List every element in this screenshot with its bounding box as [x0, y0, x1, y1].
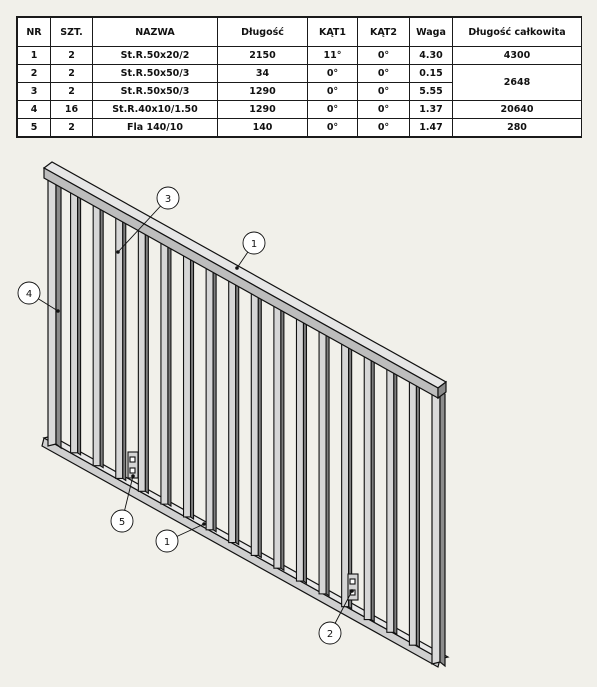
baluster	[296, 317, 306, 583]
callout-label: 1	[163, 537, 171, 548]
cell-nr: 3	[18, 83, 51, 101]
baluster	[251, 291, 261, 557]
callout-label: 5	[118, 517, 126, 528]
cell-waga: 5.55	[410, 83, 453, 101]
table-row	[18, 101, 582, 119]
cell-kat2: 0°	[358, 47, 410, 65]
top-rail	[44, 162, 446, 398]
cell-nr: 4	[18, 101, 51, 119]
baluster	[342, 343, 352, 609]
header-total-length: Długość całkowita	[453, 18, 582, 47]
callout-label: 1	[250, 239, 258, 250]
table-row	[18, 47, 582, 65]
cell-waga: 4.30	[410, 47, 453, 65]
cell-nazwa: Fla 140/10	[93, 119, 218, 137]
baluster	[184, 253, 194, 519]
cell-kat2: 0°	[358, 119, 410, 137]
cell-szt: 2	[51, 47, 93, 65]
baluster	[409, 381, 419, 647]
cell-kat1: 0°	[308, 65, 358, 83]
cell-kat1: 11°	[308, 47, 358, 65]
baluster	[206, 266, 216, 532]
cell-nazwa: St.R.40x10/1.50	[93, 101, 218, 119]
cell-dlugosc: 140	[218, 119, 308, 137]
header-kat2: KĄT2	[358, 18, 410, 47]
cell-szt: 16	[51, 101, 93, 119]
bom-header-row	[18, 18, 582, 47]
baluster	[93, 202, 103, 468]
cell-dlugosc: 2150	[218, 47, 308, 65]
baluster	[387, 368, 397, 634]
cell-szt: 2	[51, 119, 93, 137]
cell-nazwa: St.R.50x50/3	[93, 83, 218, 101]
header-szt: SZT.	[51, 18, 93, 47]
mounting-plate-left	[128, 452, 138, 478]
cell-dlugosc: 34	[218, 65, 308, 83]
cell-waga: 1.47	[410, 119, 453, 137]
cell-total: 20640	[453, 101, 582, 119]
baluster	[229, 279, 239, 545]
baluster	[274, 304, 284, 570]
callout-1-bottom	[156, 522, 206, 552]
cell-dlugosc: 1290	[218, 101, 308, 119]
table-row	[18, 65, 582, 83]
cell-nr: 5	[18, 119, 51, 137]
bill-of-materials-table	[16, 16, 582, 138]
cell-nr: 1	[18, 47, 51, 65]
cell-kat1: 0°	[308, 83, 358, 101]
cell-szt: 2	[51, 65, 93, 83]
cell-kat2: 0°	[358, 101, 410, 119]
baluster	[71, 189, 81, 455]
balusters	[71, 189, 420, 647]
baluster	[364, 356, 374, 622]
cell-total: 2648	[453, 65, 582, 101]
header-waga: Waga	[410, 18, 453, 47]
callout-label: 3	[164, 194, 172, 205]
baluster	[319, 330, 329, 596]
cell-kat2: 0°	[358, 65, 410, 83]
end-post-right	[432, 390, 445, 666]
cell-kat1: 0°	[308, 119, 358, 137]
cell-waga: 1.37	[410, 101, 453, 119]
header-kat1: KĄT1	[308, 18, 358, 47]
cell-kat1: 0°	[308, 101, 358, 119]
cell-total: 280	[453, 119, 582, 137]
cell-nazwa: St.R.50x50/3	[93, 65, 218, 83]
cell-total: 4300	[453, 47, 582, 65]
header-dlugosc: Długość	[218, 18, 308, 47]
cell-nazwa: St.R.50x20/2	[93, 47, 218, 65]
baluster	[116, 214, 126, 480]
cell-nr: 2	[18, 65, 51, 83]
callout-1-top	[235, 232, 265, 270]
header-nr: NR	[18, 18, 51, 47]
table-row	[18, 119, 582, 137]
baluster	[161, 240, 171, 506]
cell-szt: 2	[51, 83, 93, 101]
callout-label: 4	[25, 289, 33, 300]
header-nazwa: NAZWA	[93, 18, 218, 47]
cell-dlugosc: 1290	[218, 83, 308, 101]
cell-kat2: 0°	[358, 83, 410, 101]
railing-isometric-drawing	[0, 150, 597, 687]
cell-waga: 0.15	[410, 65, 453, 83]
callout-label: 2	[326, 629, 334, 640]
baluster	[138, 227, 148, 493]
